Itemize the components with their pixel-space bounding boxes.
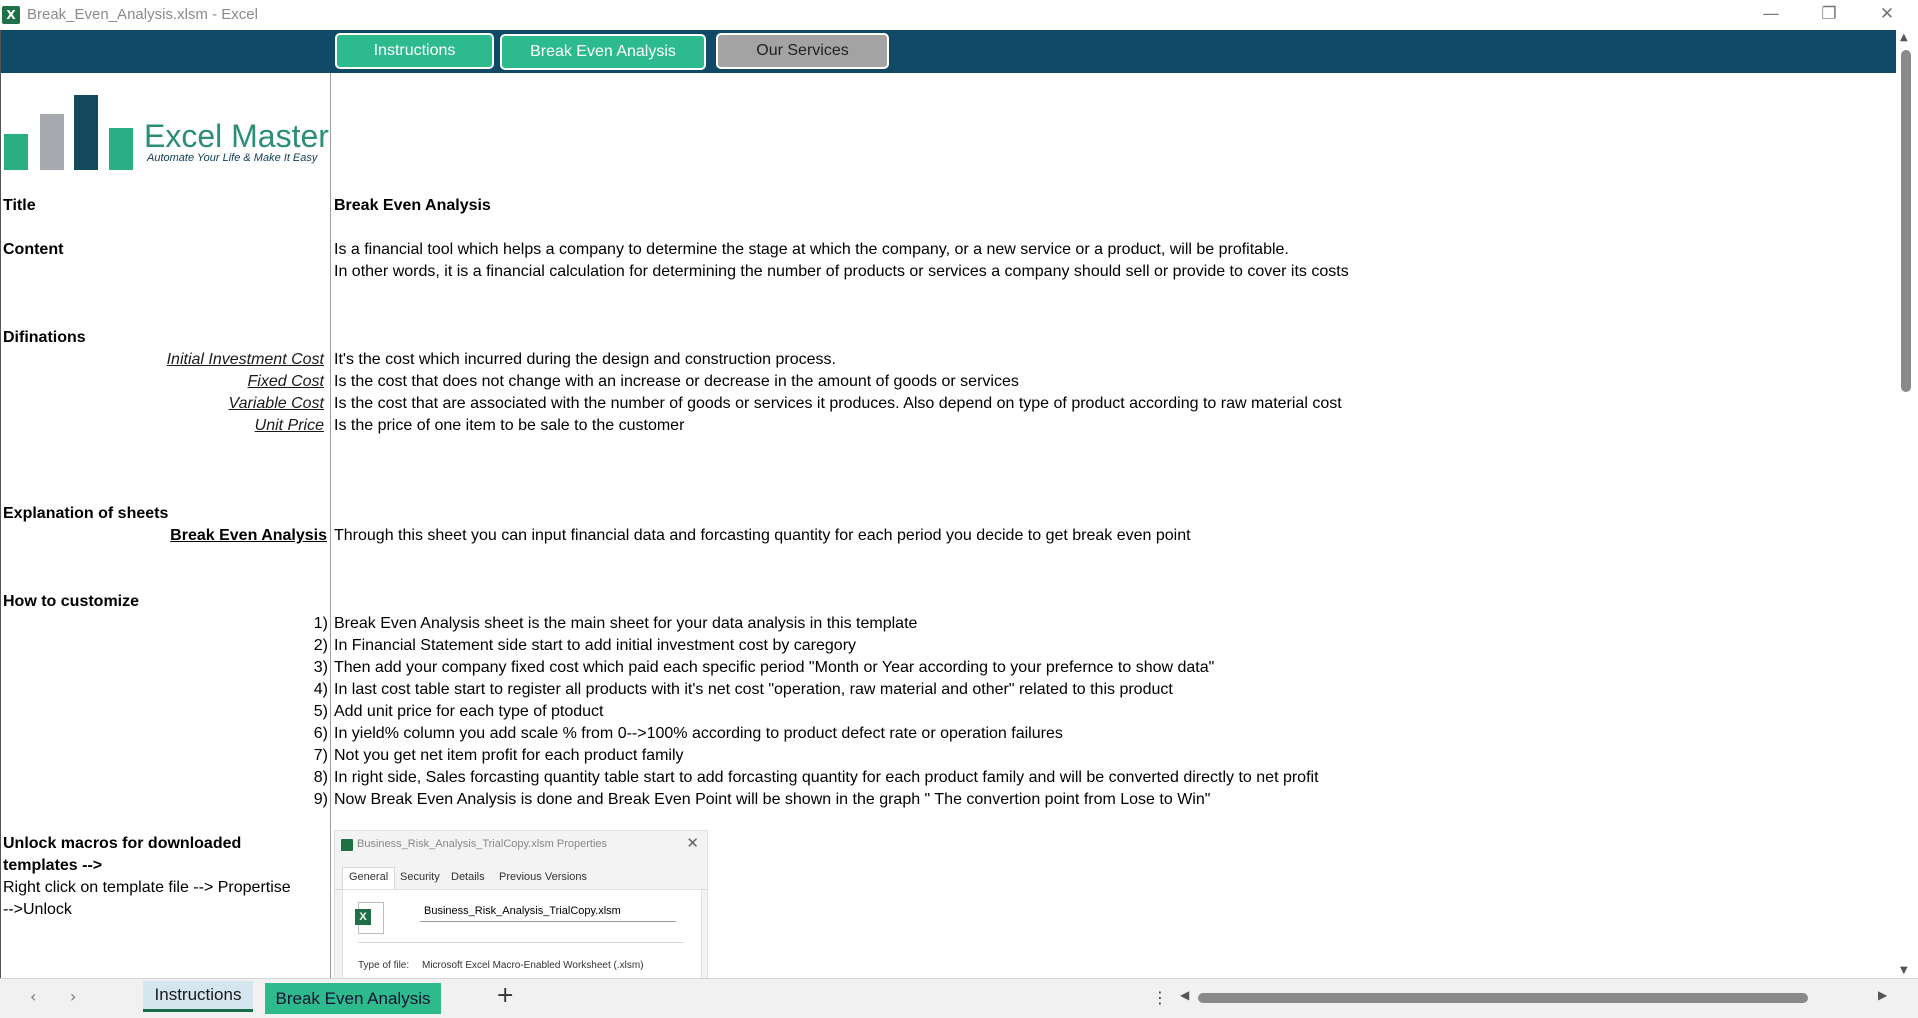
instructions-button[interactable]: Instructions	[335, 33, 494, 69]
window-title: Break_Even_Analysis.xlsm - Excel	[27, 6, 258, 23]
title-label: Title	[3, 197, 36, 214]
content-line-1: Is a financial tool which helps a company to determine the stage at which the company, or a new service or a product, will be profitable.	[334, 241, 1289, 258]
close-icon: ✕	[686, 834, 699, 852]
more-options-icon[interactable]: ⋮	[1152, 988, 1168, 1007]
step-number: 5)	[313, 703, 328, 720]
step-number: 1)	[313, 615, 328, 632]
logo-tagline: Automate Your Life & Make It Easy	[147, 152, 318, 164]
column-divider	[330, 73, 331, 978]
step-text: In last cost table start to register all products with it's net cost "operation, raw material and other" related to this product	[334, 681, 1173, 698]
definitions-label: Difinations	[3, 329, 86, 346]
dialog-type-value: Microsoft Excel Macro-Enabled Worksheet (.xlsm)	[422, 960, 644, 971]
scroll-right-icon[interactable]: ▶	[1878, 988, 1888, 1002]
definition-term-variable-cost[interactable]: Variable Cost	[228, 395, 324, 412]
definition-text-initial-investment-cost: It's the cost which incurred during the design and construction process.	[334, 351, 836, 368]
definition-text-variable-cost: Is the cost that are associated with the number of goods or services it produces. Also depend on type of product according to raw material cost	[334, 395, 1342, 412]
step-number: 8)	[313, 769, 328, 786]
excel-master-logo	[4, 90, 334, 170]
definition-text-fixed-cost: Is the cost that does not change with an increase or decrease in the amount of goods or services	[334, 373, 1019, 390]
close-icon[interactable]: ✕	[1879, 4, 1895, 24]
sheet-left-border	[0, 30, 1, 978]
unlock-label-line-1: Unlock macros for downloaded	[3, 835, 242, 852]
step-number: 3)	[313, 659, 328, 676]
step-text: Add unit price for each type of ptoduct	[334, 703, 604, 720]
definition-term-initial-investment-cost[interactable]: Initial Investment Cost	[166, 351, 324, 368]
restore-icon[interactable]: ❐	[1821, 4, 1837, 24]
horizontal-scroll-thumb[interactable]	[1198, 993, 1808, 1003]
logo-bar-3	[74, 95, 98, 170]
minimize-icon[interactable]: —	[1762, 4, 1780, 24]
add-sheet-icon[interactable]: +	[496, 983, 515, 1008]
scroll-down-icon[interactable]: ▼	[1900, 965, 1908, 976]
excel-file-icon	[341, 839, 353, 851]
definition-term-unit-price[interactable]: Unit Price	[254, 417, 324, 434]
dialog-divider	[358, 942, 684, 943]
step-text: Now Break Even Analysis is done and Break Even Point will be shown in the graph " The convertion point from Lose to Win"	[334, 791, 1211, 808]
our-services-button[interactable]: Our Services	[716, 33, 889, 69]
excel-icon: X	[2, 6, 20, 24]
header-band	[0, 30, 1896, 73]
dialog-type-label: Type of file:	[358, 960, 410, 971]
step-number: 4)	[313, 681, 328, 698]
dialog-tab-details: Details	[451, 871, 485, 883]
step-text: Then add your company fixed cost which paid each specific period "Month or Year according to your prefernce to show data"	[334, 659, 1215, 676]
scroll-left-icon[interactable]: ◀	[1180, 988, 1190, 1002]
explanation-sheet-link[interactable]: Break Even Analysis	[170, 527, 327, 544]
vertical-scroll-thumb[interactable]	[1901, 50, 1911, 392]
title-value: Break Even Analysis	[334, 197, 491, 214]
step-number: 9)	[313, 791, 328, 808]
title-bar	[0, 0, 1918, 30]
step-number: 6)	[313, 725, 328, 742]
step-text: In Financial Statement side start to add initial investment cost by caregory	[334, 637, 857, 654]
unlock-label-line-2: templates -->	[3, 857, 103, 874]
logo-title: Excel Master	[144, 118, 329, 154]
logo-bar-2	[40, 114, 64, 170]
break-even-analysis-button[interactable]: Break Even Analysis	[500, 34, 706, 70]
scroll-up-icon[interactable]: ▲	[1900, 32, 1908, 43]
dialog-tab-security: Security	[400, 871, 440, 883]
properties-dialog-image	[334, 830, 708, 980]
logo-bar-1	[4, 134, 28, 170]
sheet-tab-instructions[interactable]: Instructions	[143, 981, 253, 1012]
step-number: 7)	[313, 747, 328, 764]
content-line-2: In other words, it is a financial calculation for determining the number of products or services a company should sell or provide to cover its costs	[334, 263, 1349, 280]
unlock-text-line-1: Right click on template file --> Propertise	[3, 879, 291, 896]
unlock-text-line-2: -->Unlock	[3, 901, 72, 918]
dialog-body	[342, 889, 702, 980]
step-text: Not you get net item profit for each product family	[334, 747, 684, 764]
previous-sheet-icon[interactable]: ‹	[30, 987, 37, 1006]
xlsm-file-icon: X	[358, 902, 384, 934]
definition-term-fixed-cost[interactable]: Fixed Cost	[247, 373, 324, 390]
explanation-label: Explanation of sheets	[3, 505, 169, 522]
step-text: In right side, Sales forcasting quantity table start to add forcasting quantity for each product family and will be converted directly to net profit	[334, 769, 1319, 786]
step-number: 2)	[313, 637, 328, 654]
sheet-tab-break-even-analysis[interactable]: Break Even Analysis	[265, 983, 441, 1014]
dialog-file-name: Business_Risk_Analysis_TrialCopy.xlsm	[420, 900, 676, 922]
dialog-title: Business_Risk_Analysis_TrialCopy.xlsm Properties	[357, 838, 608, 850]
content-label: Content	[3, 241, 64, 258]
definition-text-unit-price: Is the price of one item to be sale to the customer	[334, 417, 685, 434]
logo-bar-4	[109, 128, 133, 170]
dialog-tabs	[335, 867, 707, 890]
customize-label: How to customize	[3, 593, 140, 610]
dialog-tab-previous-versions: Previous Versions	[499, 871, 588, 883]
step-text: In yield% column you add scale % from 0-->100% according to product defect rate or operation failures	[334, 725, 1063, 742]
dialog-tab-general: General	[342, 867, 395, 889]
explanation-text: Through this sheet you can input financial data and forcasting quantity for each period you decide to get break even point	[334, 527, 1191, 544]
step-text: Break Even Analysis sheet is the main sheet for your data analysis in this template	[334, 615, 918, 632]
next-sheet-icon[interactable]: ›	[70, 987, 77, 1006]
